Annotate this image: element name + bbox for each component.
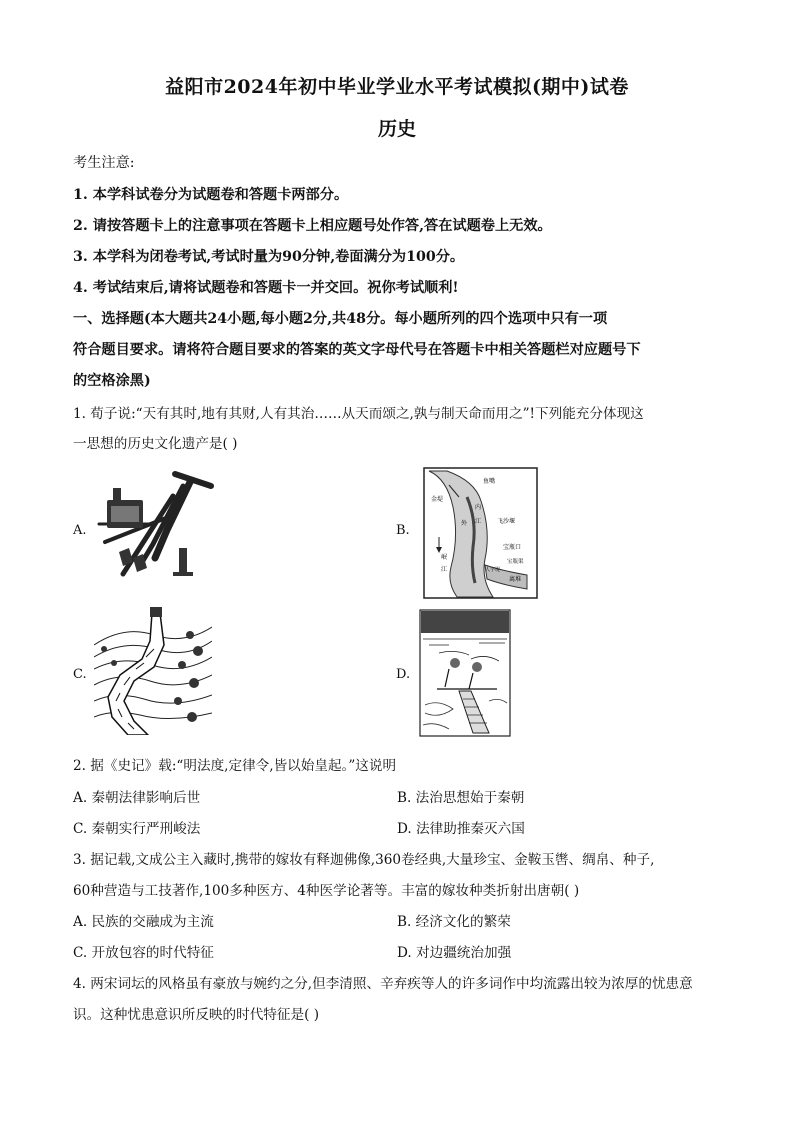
q3-stem-line-1: 3. 据记载,文成公主入藏时,携带的嫁妆有释迦佛像,360卷经典,大量珍宝、金鞍玉辔、绸帛、种子, [73,852,655,868]
map-label-feishayan: 飞沙堰 [497,518,516,525]
q1-stem-line-2: 一思想的历史文化遗产是( ) [73,436,238,452]
map-label-baopingkou: 宝瓶口 [503,544,522,551]
map-label-wai: 外 [461,520,468,527]
watchtower [150,607,162,617]
notice-item-4: 4. 考试结束后,请将试题卷和答题卡一并交回。祝你考试顺利! [73,280,459,296]
section1-line-1: 一、选择题(本大题共24小题,每小题2分,共48分。每小题所列的四个选项中只有一项 [73,311,608,327]
q1-option-a-image [93,466,215,581]
section1-line-2: 符合题目要求。请将符合题目要求的答案的英文字母代号在答题卡中相关答题栏对应题号下 [73,342,641,358]
notice-item-2: 2. 请按答题卡上的注意事项在答题卡上相应题号处作答,答在试题卷上无效。 [73,218,552,234]
exam-title: 益阳市2024年初中毕业学业水平考试模拟(期中)试卷 [165,76,629,98]
q2-stem: 2. 据《史记》载:“明法度,定律令,皆以始皇起。”这说明 [73,758,397,774]
q2-option-b: B. 法治思想始于秦朝 [397,790,525,806]
section1-line-3: 的空格涂黑) [73,373,151,389]
q2-option-c: C. 秦朝实行严刑峻法 [73,821,201,837]
map-label-lidui: 离堆 [509,576,522,583]
q4-stem-line-1: 4. 两宋词坛的风格虽有豪放与婉约之分,但李清照、辛弃疾等人的许多词作中均流露出较为浓厚的忧患意 [73,976,693,992]
q1-option-d-label: D. [396,667,411,682]
map-label-jiang-2: 江 [441,566,448,573]
map-label-baopingqu: 宝瓶渠 [507,559,524,565]
map-label-jiang-1: 江 [475,518,482,525]
q3-option-a: A. 民族的交融成为主流 [73,914,214,930]
q1-option-c-label: C. [73,667,87,682]
exam-subject: 历史 [377,118,416,140]
q3-option-d: D. 对边疆统治加强 [397,945,512,961]
notice-item-3: 3. 本学科为闭卷考试,考试时量为90分钟,卷面满分为100分。 [73,249,465,265]
map-label-min: 岷 [441,554,448,561]
q1-option-a-label: A. [73,523,87,538]
map-label-nei: 内 [475,504,482,511]
map-label-jindi: 金堤 [431,496,444,503]
map-label-renzidi: 人字堤 [485,567,501,573]
q1-option-b-map [423,467,538,599]
q3-option-b: B. 经济文化的繁荣 [397,914,511,930]
q3-stem-line-2: 60种营造与工技著作,100多种医方、4种医学论著等。丰富的嫁妆种类折射出唐朝( ) [73,883,580,899]
map-label-yuzui: 鱼嘴 [483,478,496,485]
q1-option-c-image [94,605,212,735]
q2-option-a: A. 秦朝法律影响后世 [73,790,201,806]
q1-stem-line-1: 1. 荀子说:“天有其时,地有其财,人有其治……从天而颂之,孰与制天命而用之”!下列能充分体现这 [73,406,644,422]
notice-item-1: 1. 本学科试卷分为试题卷和答题卡两部分。 [73,187,349,203]
q3-option-c: C. 开放包容的时代特征 [73,945,214,961]
notice-heading: 考生注意: [73,155,135,171]
q2-option-d: D. 法律助推秦灭六国 [397,821,525,837]
q1-option-d-image [419,609,511,737]
q1-option-b-label: B. [396,523,410,538]
q4-stem-line-2: 识。这种忧患意识所反映的时代特征是( ) [73,1007,320,1023]
